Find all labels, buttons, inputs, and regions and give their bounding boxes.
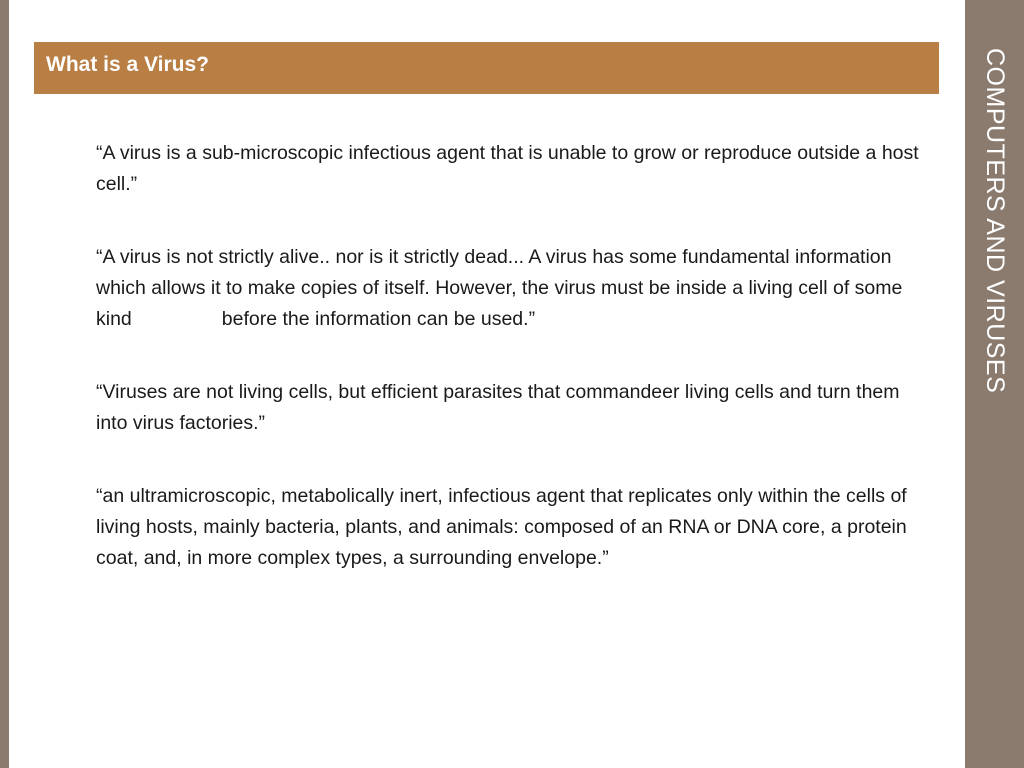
- quote-2-part-2: before the information can be used.”: [221, 308, 536, 330]
- quote-2: [96, 242, 931, 335]
- slide-content: [96, 138, 931, 616]
- slide-header: [34, 42, 939, 94]
- quote-1: “A virus is a sub-microscopic infectious agent that is unable to grow or reproduce outside a host cell.”: [96, 142, 919, 195]
- quote-3: “Viruses are not living cells, but efficient parasites that commandeer living cells and turn them into virus factories.”: [96, 381, 900, 434]
- quote-2-part-1: “A virus is not strictly alive.. nor is it strictly dead... A virus has some fundamental information which allows it to make copies of itself. However, the virus must be inside a living cell of some kind: [96, 246, 903, 330]
- right-sidebar: [965, 0, 1024, 768]
- quote-4: “an ultramicroscopic, metabolically inert, infectious agent that replicates only within the cells of living hosts, mainly bacteria, plants, and animals: composed of an RNA or DNA core, a protein coat, and, in more complex types, a surrounding envelope.”: [96, 485, 907, 569]
- left-decorative-bar: [0, 0, 9, 768]
- slide-title: What is a Virus?: [46, 53, 209, 76]
- sidebar-title: COMPUTERS AND VIRUSES: [981, 48, 1009, 394]
